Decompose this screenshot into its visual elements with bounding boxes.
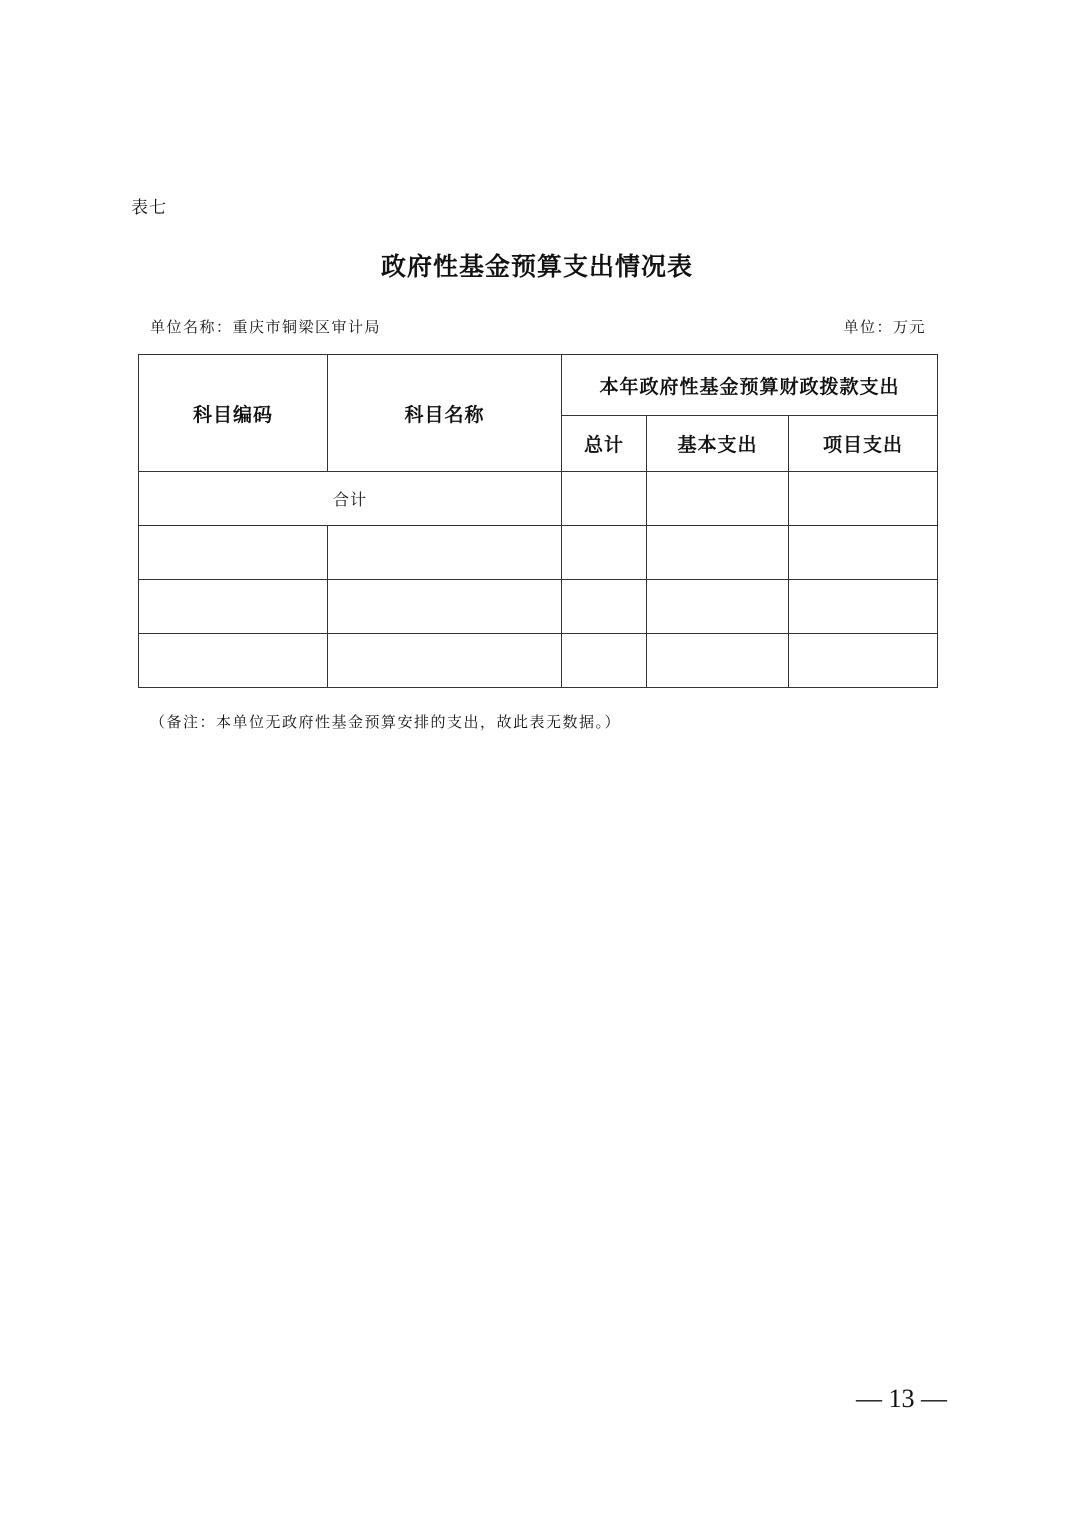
row-code-cell <box>139 634 328 688</box>
row-total-cell <box>562 526 647 580</box>
document-title: 政府性基金预算支出情况表 <box>380 252 693 281</box>
table-label: 表七 <box>131 198 167 218</box>
header-project-expenditure: 项目支出 <box>789 416 938 472</box>
row-basic-cell <box>647 580 789 634</box>
row-project-cell <box>789 634 938 688</box>
table-row <box>139 580 938 634</box>
total-cell <box>562 472 647 526</box>
table-header-row <box>139 355 938 416</box>
row-name-cell <box>328 580 562 634</box>
header-appropriation-group: 本年政府性基金预算财政拨款支出 <box>562 355 938 416</box>
total-row <box>139 472 938 526</box>
row-project-cell <box>789 580 938 634</box>
header-subject-name: 科目名称 <box>328 355 562 472</box>
row-code-cell <box>139 526 328 580</box>
unit-name-label: 单位名称：重庆市铜梁区审计局 <box>150 318 382 336</box>
currency-unit-label: 单位：万元 <box>843 318 926 336</box>
row-basic-cell <box>647 634 789 688</box>
table-row <box>139 634 938 688</box>
total-basic-cell <box>647 472 789 526</box>
table-row <box>139 526 938 580</box>
row-name-cell <box>328 526 562 580</box>
header-subject-code: 科目编码 <box>139 355 328 472</box>
total-project-cell <box>789 472 938 526</box>
header-basic-expenditure: 基本支出 <box>647 416 789 472</box>
row-name-cell <box>328 634 562 688</box>
row-total-cell <box>562 634 647 688</box>
row-code-cell <box>139 580 328 634</box>
total-row-label: 合计 <box>139 472 562 526</box>
row-total-cell <box>562 580 647 634</box>
footnote: （备注：本单位无政府性基金预算安排的支出，故此表无数据。） <box>150 713 622 731</box>
header-total: 总计 <box>562 416 647 472</box>
row-project-cell <box>789 526 938 580</box>
row-basic-cell <box>647 526 789 580</box>
budget-table <box>138 354 938 688</box>
page-number: — 13 — <box>856 1384 947 1413</box>
